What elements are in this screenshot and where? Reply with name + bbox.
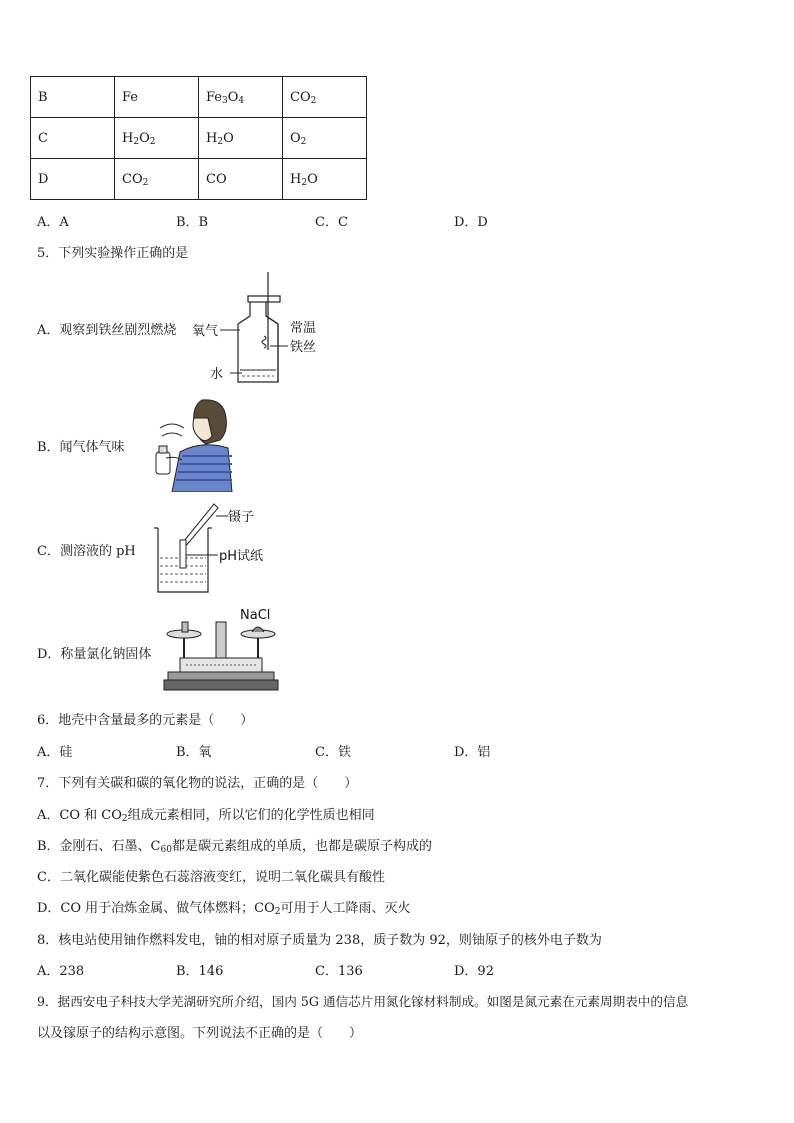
iron-wire-label: 铁丝 bbox=[290, 340, 317, 355]
formula-part: O bbox=[290, 130, 301, 146]
table-cell bbox=[199, 159, 283, 200]
subscript: 2 bbox=[310, 95, 317, 106]
subscript: 2 bbox=[149, 136, 156, 147]
subscript: 2 bbox=[300, 136, 307, 147]
subscript: 2 bbox=[301, 177, 308, 188]
formula-part: H bbox=[122, 130, 134, 146]
q5-option-b-label: B．闻气体气味 bbox=[37, 440, 125, 455]
option-b: B．146 bbox=[176, 964, 224, 979]
smelling-gas-figure bbox=[150, 396, 235, 492]
formula: CO bbox=[206, 171, 227, 187]
table-cell bbox=[115, 159, 199, 200]
text-part: B．金刚石、石墨、C bbox=[37, 839, 161, 854]
option-c: C．铁 bbox=[315, 745, 351, 760]
option-a: A．硅 bbox=[37, 745, 73, 760]
table-cell bbox=[31, 159, 115, 200]
q8-options bbox=[37, 960, 593, 979]
q9-stem-line1: 9．据西安电子科技大学芜湖研究所介绍，国内 5G 通信芯片用氮化镓材料制成。如图是氮元素在元素周期表中的信息 bbox=[37, 994, 689, 1009]
formula-part: CO bbox=[122, 171, 143, 187]
subscript: 3 bbox=[222, 95, 228, 106]
row-label: C bbox=[38, 130, 48, 146]
q7-option-c: C．二氧化碳能使紫色石蕊溶液变红，说明二氧化碳具有酸性 bbox=[37, 870, 385, 885]
nacl-label: NaCl bbox=[240, 608, 271, 623]
option-c: C．C bbox=[315, 215, 348, 230]
q6-options bbox=[37, 741, 593, 760]
text-part: 组成元素相同，所以它们的化学性质也相同 bbox=[127, 808, 375, 823]
option-a: A．238 bbox=[37, 964, 85, 979]
tweezers-label: 镊子 bbox=[228, 510, 255, 525]
q5-option-d-label: D．称量氯化钠固体 bbox=[37, 647, 152, 662]
table-cell bbox=[283, 118, 367, 159]
temperature-label: 常温 bbox=[290, 321, 317, 336]
table-cell bbox=[199, 77, 283, 118]
subscript: 2 bbox=[217, 136, 224, 147]
table-cell bbox=[199, 118, 283, 159]
formula-part: H bbox=[290, 171, 302, 187]
formula-part: O bbox=[139, 130, 150, 146]
table-row bbox=[31, 77, 367, 118]
formula-part: O bbox=[307, 171, 318, 187]
table-cell bbox=[115, 77, 199, 118]
table-cell bbox=[283, 77, 367, 118]
option-d: D．铝 bbox=[454, 745, 491, 760]
row-label: B bbox=[38, 89, 48, 105]
q6-stem: 6．地壳中含量最多的元素是（ ） bbox=[37, 713, 254, 728]
iron-wire-combustion-figure bbox=[190, 270, 330, 388]
table-cell bbox=[31, 118, 115, 159]
table-row bbox=[31, 118, 367, 159]
water-label: 水 bbox=[210, 367, 224, 382]
q4-options bbox=[37, 211, 593, 230]
table-cell bbox=[283, 159, 367, 200]
q5-option-a-label: A．观察到铁丝剧烈燃烧 bbox=[37, 323, 177, 338]
subscript: 4 bbox=[238, 95, 245, 106]
row-label: D bbox=[38, 171, 49, 187]
option-a: A．A bbox=[37, 215, 69, 230]
formula: Fe bbox=[122, 89, 139, 105]
answer-option-table bbox=[30, 76, 367, 200]
text-part: A．CO 和 CO bbox=[37, 808, 122, 823]
q7-stem: 7．下列有关碳和碳的氧化物的说法，正确的是（ ） bbox=[37, 776, 358, 791]
table-cell bbox=[115, 118, 199, 159]
formula-part: CO bbox=[290, 89, 311, 105]
ph-test-figure bbox=[152, 500, 277, 595]
oxygen-label: 氧气 bbox=[192, 324, 219, 339]
subscript: 2 bbox=[121, 814, 128, 824]
formula-part: Fe bbox=[206, 89, 223, 105]
option-c: C．136 bbox=[315, 964, 363, 979]
table-row bbox=[31, 159, 367, 200]
option-b: B．B bbox=[176, 215, 209, 230]
q7-option-d bbox=[37, 897, 411, 916]
formula-part: H bbox=[206, 130, 218, 146]
text-part: 可用于人工降雨、灭火 bbox=[280, 901, 411, 916]
ph-paper-label: pH试纸 bbox=[219, 549, 264, 564]
formula-part: O bbox=[223, 130, 234, 146]
balance-weighing-figure bbox=[162, 602, 282, 694]
formula-part: O bbox=[227, 89, 239, 105]
option-d: D．D bbox=[454, 215, 488, 230]
subscript: 2 bbox=[142, 177, 149, 188]
q5-option-c-label: C．测溶液的 pH bbox=[37, 544, 136, 559]
subscript: 2 bbox=[133, 136, 140, 147]
q7-option-a bbox=[37, 804, 375, 823]
q5-stem: 5．下列实验操作正确的是 bbox=[37, 246, 189, 261]
option-b: B．氧 bbox=[176, 745, 212, 760]
option-d: D．92 bbox=[454, 964, 494, 979]
subscript: 60 bbox=[160, 845, 172, 855]
q8-stem: 8．核电站使用铀作燃料发电，铀的相对原子质量为 238，质子数为 92，则铀原子的核外电子数为 bbox=[37, 933, 602, 948]
table-cell bbox=[31, 77, 115, 118]
q9-stem-line2: 以及镓原子的结构示意图。下列说法不正确的是（ ） bbox=[37, 1026, 363, 1041]
text-part: D．CO 用于冶炼金属、做气体燃料；CO bbox=[37, 901, 275, 916]
text-part: 都是碳元素组成的单质，也都是碳原子构成的 bbox=[171, 839, 432, 854]
q7-option-b bbox=[37, 835, 432, 854]
subscript: 2 bbox=[274, 907, 281, 917]
